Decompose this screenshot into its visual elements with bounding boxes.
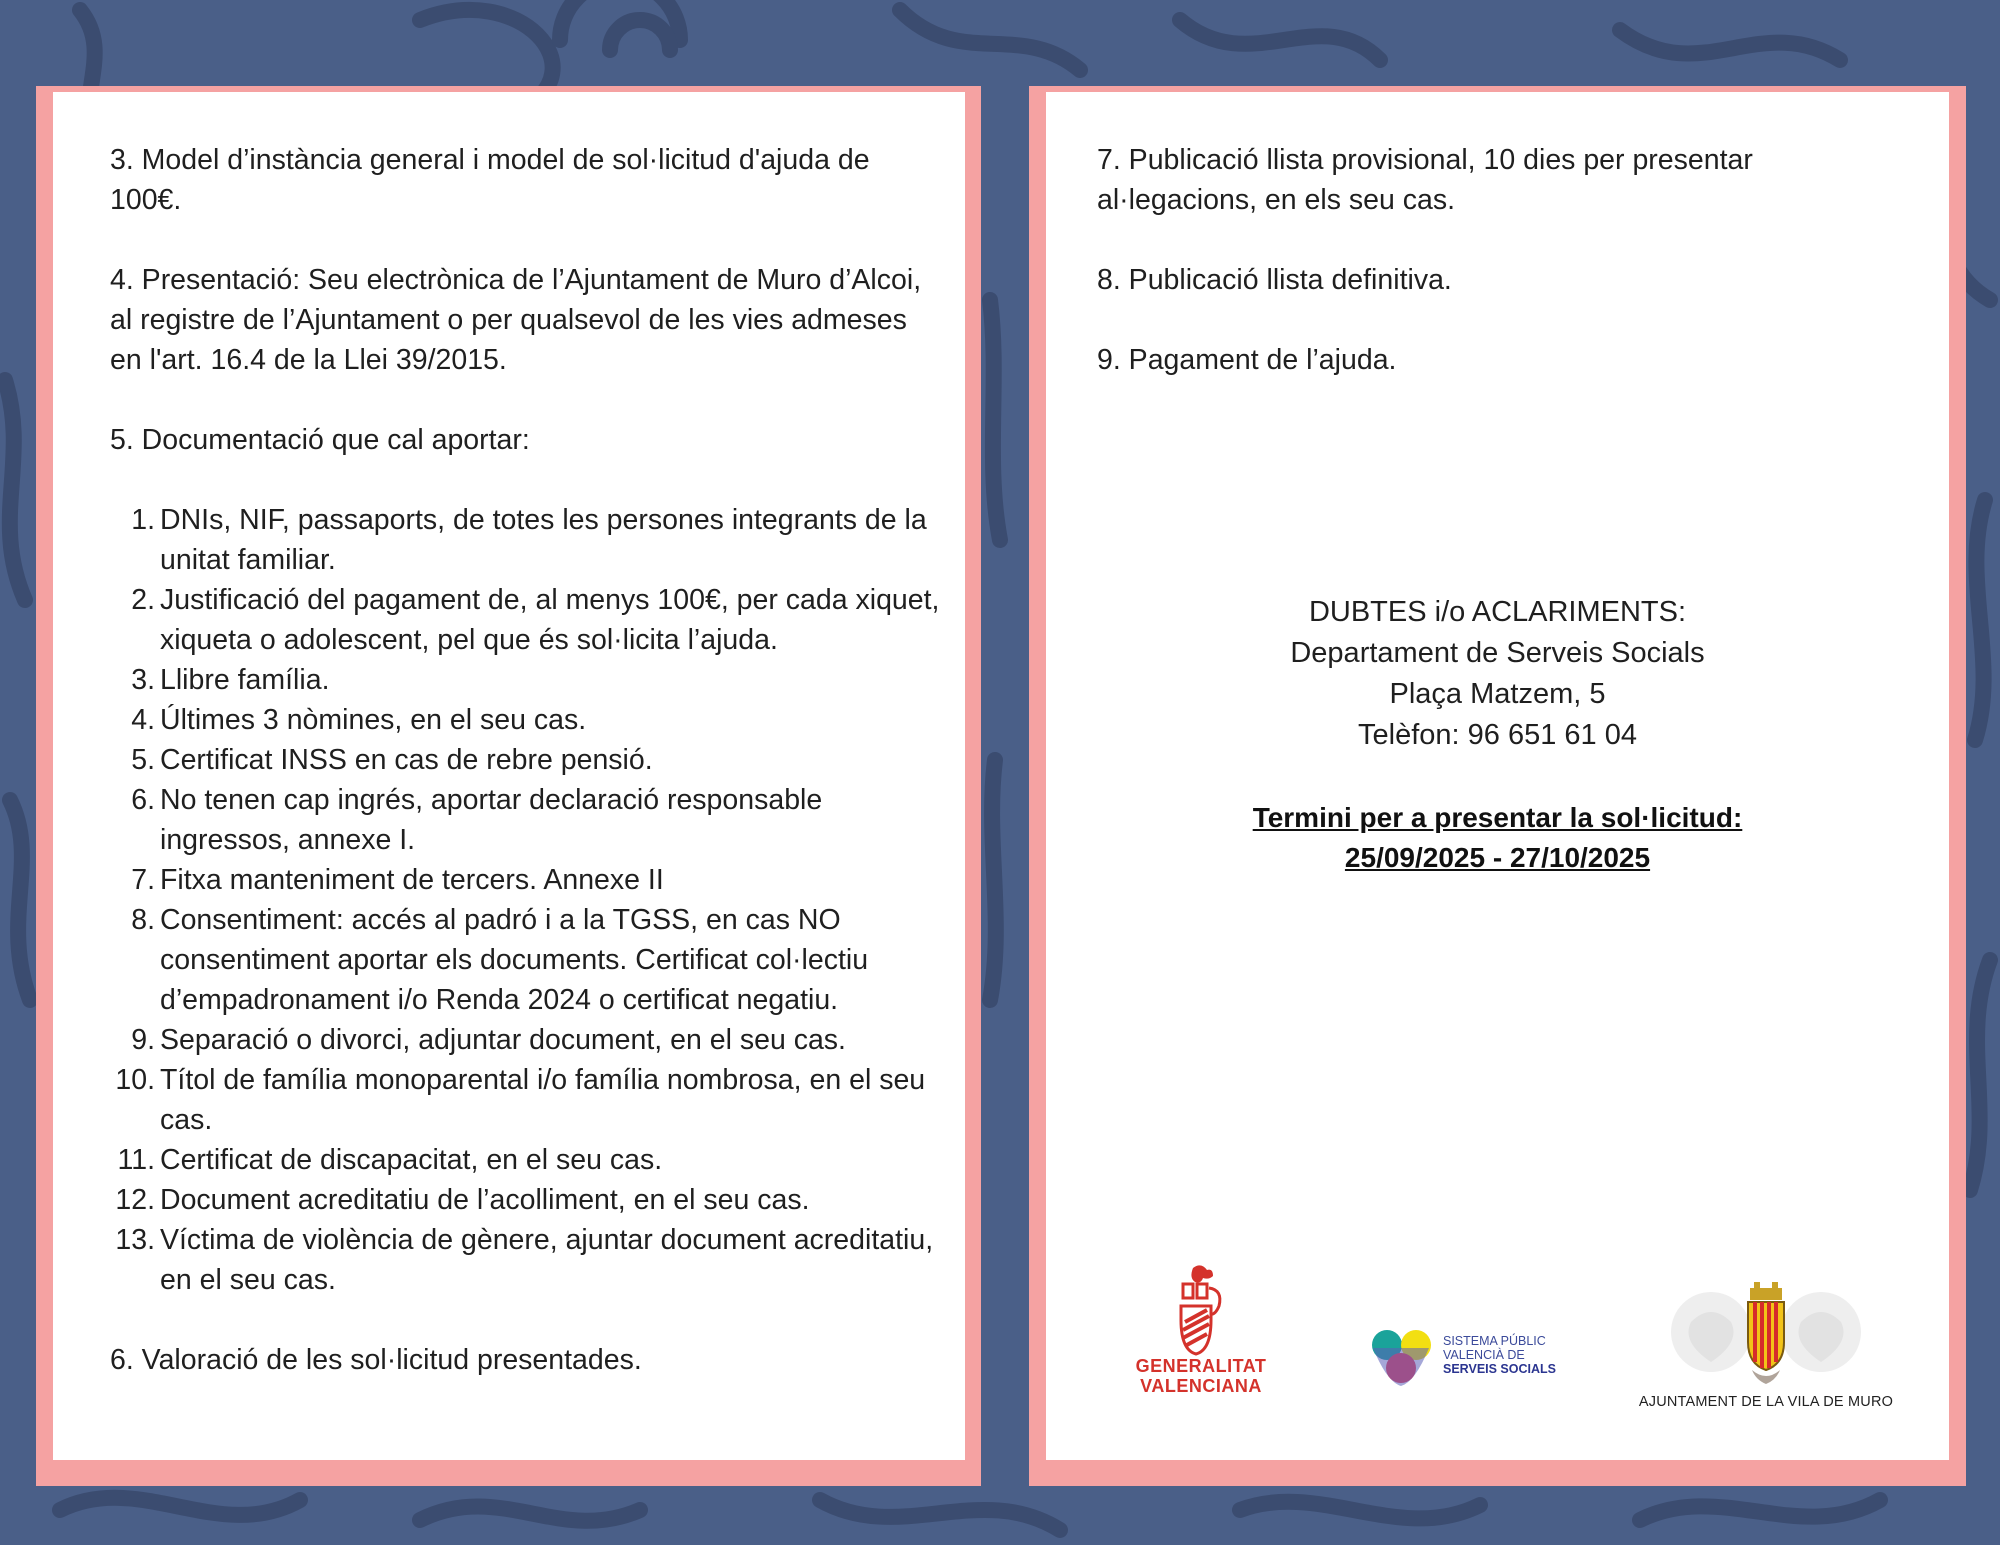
muro-coat-of-arms-icon [1656,1282,1876,1392]
serveis-socials-circles-icon [1371,1328,1437,1388]
document-item-number: 11. [117,1144,155,1176]
step-5-text: 5. Documentació que cal aportar: [110,424,530,456]
document-item [110,1140,940,1180]
left-page [53,92,965,1460]
document-item [110,780,940,860]
step-6-text: 6. Valoració de les sol·licitud presentades. [110,1344,642,1376]
document-item-number: 13. [115,1224,155,1256]
deadline-dates: 25/09/2025 - 27/10/2025 [1344,842,1651,873]
document-item-text: Consentiment: accés al padró i a la TGSS, en cas NO consentiment aportar els documents. Certificat col·lectiu d’empadronament i/o Renda 2024 o certificat negatiu. [160,904,869,1016]
document-item [110,700,940,740]
document-item-number: 7. [131,864,155,896]
document-item [110,900,940,1020]
contact-department: Departament de Serveis Socials [1290,637,1705,669]
document-item-text: Víctima de violència de gènere, ajuntar document acreditatiu, en el seu cas. [160,1224,934,1296]
documents-list [110,500,940,1300]
document-item-text: Certificat de discapacitat, en el seu cas. [160,1144,663,1176]
contact-phone: Telèfon: 96 651 61 04 [1358,719,1637,751]
document-item-number: 10. [115,1064,155,1096]
document-item-text: Títol de família monoparental i/o família nombrosa, en el seu cas. [160,1064,926,1136]
document-item-text: Últimes 3 nòmines, en el seu cas. [160,704,587,736]
document-item-text: Document acreditatiu de l’acolliment, en el seu cas. [160,1184,810,1216]
document-item-text: DNIs, NIF, passaports, de totes les persones integrants de la unitat familiar. [160,504,927,576]
step-7-text: 7. Publicació llista provisional, 10 dies per presentar al·legacions, en els seu cas. [1097,144,1753,216]
contact-heading: DUBTES i/o ACLARIMENTS: [1308,596,1687,628]
document-item-number: 1. [131,504,155,536]
document-item [110,500,940,580]
document-item-number: 2. [131,584,155,616]
document-item-text: Llibre família. [160,664,330,696]
document-item-number: 4. [131,704,155,736]
document-item [110,1220,940,1300]
right-page-content [1097,140,1897,380]
left-page-content [110,140,940,1380]
contact-block [1046,592,1949,756]
ajuntament-muro-logo [1616,1282,1916,1432]
document-item-text: Justificació del pagament de, al menys 100€, per cada xiquet, xiqueta o adolescent, pel que és sol·licita l’ajuda. [160,584,940,656]
document-item-number: 3. [131,664,155,696]
generalitat-emblem-icon [1171,1264,1231,1356]
document-item-text: Separació o divorci, adjuntar document, en el seu cas. [160,1024,846,1056]
serveis-socials-text [1443,1334,1556,1376]
generalitat-logo [1131,1264,1271,1414]
step-4-text: 4. Presentació: Seu electrònica de l’Ajuntament de Muro d’Alcoi, al registre de l’Ajuntament o per qualsevol de les vies admeses en l'art. 16.4 de la Llei 39/2015. [110,264,922,376]
contact-address: Plaça Matzem, 5 [1389,678,1606,710]
step-8-text: 8. Publicació llista definitiva. [1097,264,1452,296]
document-item-number: 12. [115,1184,155,1216]
step-9-text: 9. Pagament de l’ajuda. [1097,344,1397,376]
document-item-number: 6. [131,784,155,816]
document-item-text: Fitxa manteniment de tercers. Annexe II [160,864,664,896]
document-item-number: 9. [131,1024,155,1056]
deadline-block [1046,798,1949,878]
document-item-number: 5. [131,744,155,776]
document-item-number: 8. [131,904,155,936]
generalitat-line-2: VALENCIANA [1140,1376,1262,1396]
document-item [110,860,940,900]
left-page-frame [36,86,981,1486]
document-item [110,1020,940,1060]
document-item-text: No tenen cap ingrés, aportar declaració responsable ingressos, annexe I. [160,784,823,856]
serveis-line-2: VALENCIÀ DE [1443,1348,1525,1362]
document-item [110,580,940,660]
step-3-text: 3. Model d’instància general i model de sol·licitud d'ajuda de 100€. [110,144,870,216]
document-item [110,740,940,780]
document-item [110,1060,940,1140]
document-item-text: Certificat INSS en cas de rebre pensió. [160,744,653,776]
generalitat-line-1: GENERALITAT [1135,1356,1267,1376]
document-item [110,1180,940,1220]
serveis-socials-logo [1371,1328,1601,1388]
document-item [110,660,940,700]
deadline-heading: Termini per a presentar la sol·licitud: [1252,802,1743,833]
right-page [1046,92,1949,1460]
serveis-line-1: SISTEMA PÚBLIC [1443,1334,1546,1348]
serveis-line-3: SERVEIS SOCIALS [1443,1362,1556,1376]
right-page-frame [1029,86,1966,1486]
ajuntament-text: AJUNTAMENT DE LA VILA DE MURO [1638,1394,1894,1410]
